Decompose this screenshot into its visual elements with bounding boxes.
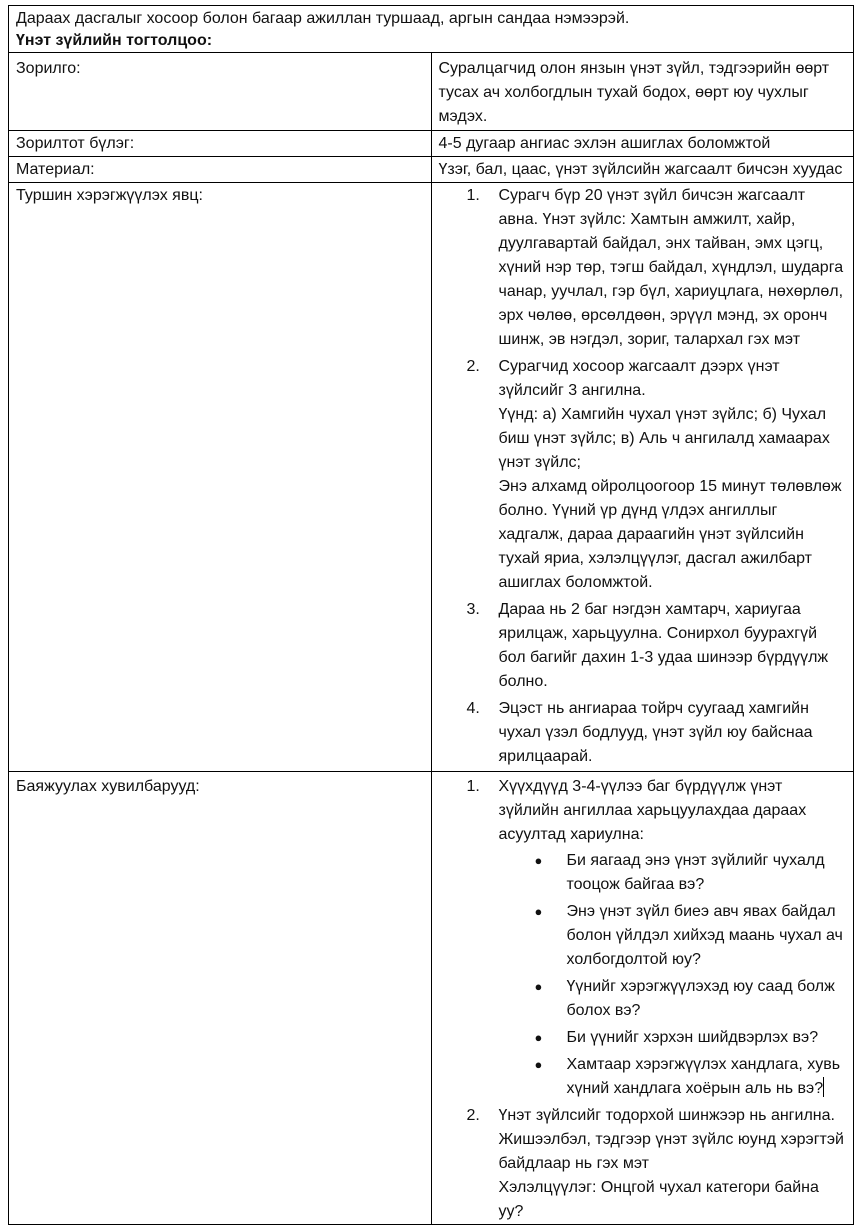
goal-label: Зорилго: — [9, 53, 432, 131]
variants-label: Баяжуулах хувилбарууд: — [9, 772, 432, 1225]
step-text: Эцэст нь ангиараа тойрч суугаад хамгийн чухал үзэл бодлууд, үнэт зүйл юу байснаа ярилцаарай. — [498, 700, 813, 765]
bullet-icon: ● — [534, 904, 543, 919]
procedure-step — [466, 697, 847, 769]
variant-steps — [439, 775, 847, 1224]
target-row — [9, 131, 854, 157]
step-number: 1. — [466, 778, 480, 795]
document — [8, 5, 854, 1225]
procedure-steps — [439, 184, 847, 769]
step-text: Дараа нь 2 баг нэгдэн хамтарч, хариугаа ярилцаж, харьцуулна. Сонирхол буурахгүй бол багийг дахин 1-3 удаа шинээр бүрдүүлж болно. — [498, 601, 829, 690]
variants-value — [431, 772, 854, 1225]
step-text-discussion: Хэлэлцүүлэг: Онцгой чухал категори байна уу? — [498, 1179, 819, 1220]
question-text: Энэ үнэт зүйл биеэ авч явах байдал болон үйлдэл хийхэд маань чухал ач холбогдолтой юу? — [566, 903, 843, 968]
procedure-step — [466, 598, 847, 694]
procedure-step — [466, 184, 847, 352]
question-text: Би үүнийг хэрхэн шийдвэрлэх вэ? — [566, 1029, 819, 1046]
material-row — [9, 157, 854, 183]
procedure-label: Туршин хэрэгжүүлэх явц: — [9, 183, 432, 772]
intro-text: Дараах дасгалыг хосоор болон багаар ажиллан туршаад, аргын сандаа нэмээрэй. — [16, 10, 630, 27]
question-text: Үүнийг хэрэгжүүлэхэд юу саад болж болох вэ? — [566, 978, 835, 1019]
step-number: 4. — [466, 700, 480, 717]
question-item — [534, 1026, 847, 1050]
procedure-step — [466, 355, 847, 595]
question-item — [534, 900, 847, 972]
question-text: Би яагаад энэ үнэт зүйлийг чухалд тооцож байгаа вэ? — [566, 852, 825, 893]
values-exercise-table — [8, 5, 854, 1225]
variant-step — [466, 775, 847, 1101]
step-text: Үнэт зүйлсийг тодорхой шинжээр нь ангилна. Жишээлбэл, тэдгээр үнэт зүйлс юунд хэрэгтэй байдлаар нь гэх мэт — [498, 1107, 844, 1172]
question-item — [534, 975, 847, 1023]
question-text: Хамтаар хэрэгжүүлэх хандлага, хувь хүний хандлага хоёрын аль нь вэ? — [566, 1056, 841, 1097]
target-label: Зорилтот бүлэг: — [9, 131, 432, 157]
intro-cell — [9, 6, 854, 53]
intro-row — [9, 6, 854, 53]
variant-step — [466, 1104, 847, 1224]
bullet-icon: ● — [534, 1030, 543, 1045]
step-number: 1. — [466, 187, 480, 204]
target-value: 4-5 дугаар ангиас эхлэн ашиглах боломжтой — [431, 131, 854, 157]
goal-value: Суралцагчид олон янзын үнэт зүйл, тэдгээрийн өөрт тусах ач холбогдлын тухай бодох, өөрт юу чухлыг мэдэх. — [431, 53, 854, 131]
material-value: Үзэг, бал, цаас, үнэт зүйлсийн жагсаалт бичсэн хуудас — [431, 157, 854, 183]
bullet-icon: ● — [534, 1057, 543, 1072]
step-text-categories: Үүнд: а) Хамгийн чухал үнэт зүйлс; б) Чухал биш үнэт зүйлс; в) Аль ч ангилалд хамаарах үнэт зүйлс; — [498, 406, 830, 471]
question-item — [534, 849, 847, 897]
bullet-icon: ● — [534, 853, 543, 868]
bullet-icon: ● — [534, 979, 543, 994]
material-label: Материал: — [9, 157, 432, 183]
goal-row — [9, 53, 854, 131]
step-text: Сурагч бүр 20 үнэт зүйл бичсэн жагсаалт авна. Үнэт зүйлс: Хамтын амжилт, хайр, дуулгавартай байдал, энх тайван, эмх цэгц, хүний нэр төр, тэгш байдал, хүндлэл, шударга чанар, уучлал, гэр бүл, хариуцлага, нөхөрлөл, эрх чөлөө, өрсөлдөөн, эрүүл мэнд, эх оронч шинж, эв нэгдэл, зориг, талархал гэх мэт — [498, 187, 844, 348]
procedure-value — [431, 183, 854, 772]
question-list — [499, 849, 847, 1101]
step-text: Хүүхдүүд 3-4-үүлээ баг бүрдүүлж үнэт зүйлийн ангиллаа харьцуулахдаа дараах асуултад хариулна: — [498, 778, 807, 843]
section-title: Үнэт зүйлийн тогтолцоо: — [16, 32, 213, 49]
step-text-note: Энэ алхамд ойролцоогоор 15 минут төлөвлөж болно. Үүний үр дүнд үлдэх ангиллыг хадгалж, дараа дараагийн үнэт зүйлсийн тухай яриа, хэлэлцүүлэг, дасгал ажилбарт ашиглах боломжтой. — [498, 478, 842, 591]
step-text: Сурагчид хосоор жагсаалт дээрх үнэт зүйлсийг 3 ангилна. — [498, 358, 780, 399]
question-item — [534, 1053, 847, 1101]
step-number: 3. — [466, 601, 480, 618]
step-number: 2. — [466, 358, 480, 375]
variants-row — [9, 772, 854, 1225]
procedure-row — [9, 183, 854, 772]
text-cursor — [823, 1077, 824, 1097]
step-number: 2. — [466, 1107, 480, 1124]
